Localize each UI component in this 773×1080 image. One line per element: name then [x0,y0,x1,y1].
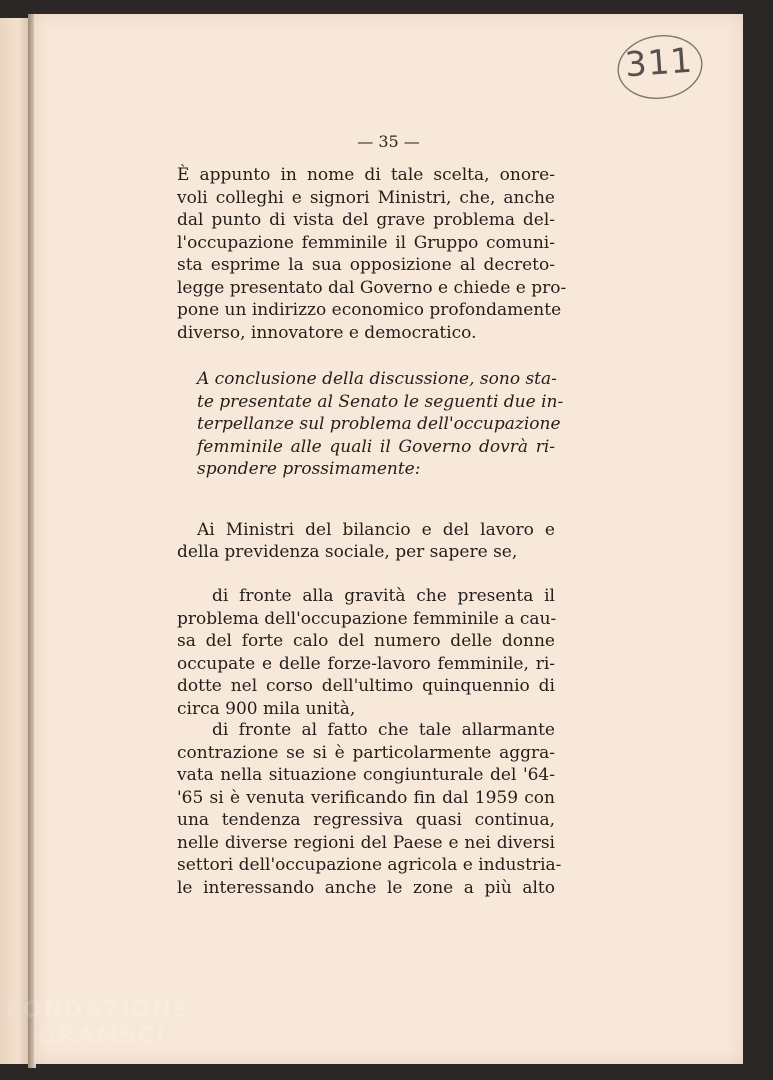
paragraph-interpellations-intro [197,368,564,481]
text-line: sta esprime la sua opposizione al decreto- [177,255,555,275]
left-page-edge [0,18,30,1064]
text-line: voli colleghi e signori Ministri, che, anche [177,187,555,208]
text-line: legge presentato dal Governo e chiede e pro- [177,277,567,298]
text-line: '65 si è venuta verificando fin dal 1959 con [177,787,555,808]
text-line: pone un indirizzo economico profondamente [177,300,562,320]
page-number: — 35 — [357,132,420,151]
text-line: di fronte al fatto che tale allarmante [212,720,555,740]
text-line: te presentate al Senato le seguenti due in- [197,391,564,412]
text-line: settori dell'occupazione agricola e industria- [177,855,562,875]
text-line: A conclusione della discussione, sono sta- [197,369,557,389]
text-line: circa 900 mila unità, [177,698,356,719]
text-line: dal punto di vista del grave problema del- [177,210,555,230]
text-line: una tendenza regressiva quasi continua, [177,810,555,830]
text-line: l'occupazione femminile il Gruppo comuni- [177,232,555,253]
text-line: sa del forte calo del numero delle donne [177,631,555,651]
text-line: vata nella situazione congiunturale del '64- [177,765,555,785]
watermark-line-2: GRAMSCI [38,1024,167,1049]
paragraph-contraction-first-line [212,719,555,742]
paragraph-contraction [177,742,562,900]
text-line: problema dell'occupazione femminile a cau- [177,608,557,629]
watermark-line-1: FONDAZIONE [6,998,190,1023]
text-line: nelle diverse regioni del Paese e nei diversi [177,832,555,853]
text-line: contrazione se si è particolarmente aggra- [177,742,555,763]
text-line: terpellanze sul problema dell'occupazione [197,414,561,434]
text-line: di fronte alla gravità che presenta il [212,586,555,606]
text-line: È appunto in nome di tale scelta, onore- [177,165,555,185]
text-line: femminile alle quali il Governo dovrà ri- [197,436,555,457]
text-line: spondere prossimamente: [197,459,421,479]
paragraph-gravity-first-line [212,585,555,608]
shelf-mark-number: 311 [623,40,695,86]
fondazione-gramsci-watermark-logo [6,998,190,1068]
paragraph-ministers-address [197,519,555,542]
text-line: della previdenza sociale, per sapere se, [177,542,518,562]
shelf-mark-stamp [614,29,704,101]
text-line: dotte nel corso dell'ultimo quinquennio di [177,676,555,696]
text-line: le interessando anche le zone a più alto [177,877,555,898]
text-line: diverso, innovatore e democratico. [177,322,477,343]
book-page [34,14,743,1064]
text-line: Ai Ministri del bilancio e del lavoro e [197,520,555,540]
paragraph-conclusion-speech [177,164,567,344]
text-line: occupate e delle forze-lavoro femminile, ri- [177,653,555,674]
paragraph-ministers-address-cont [177,541,555,564]
paragraph-gravity [177,608,555,721]
